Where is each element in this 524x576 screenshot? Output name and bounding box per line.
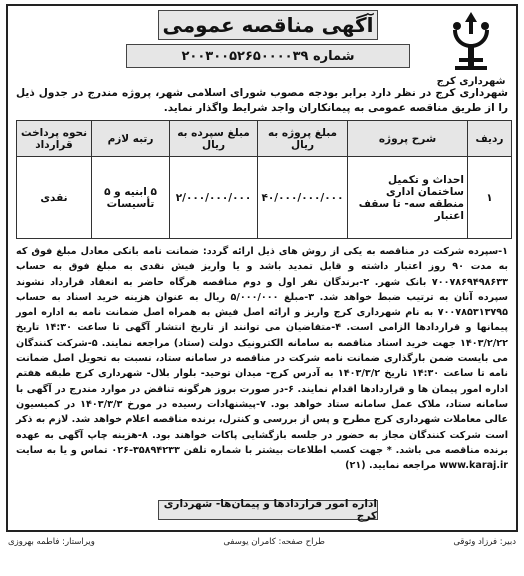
table-header-row [17, 121, 512, 157]
col-deposit-amount: مبلغ سپرده به ریال [170, 121, 258, 157]
cell-description: احداث و تکمیل ساختمان اداری منطقه سه- تا سقف اعتبار [348, 157, 468, 239]
tender-number: شماره ۲۰۰۳۰۰۵۲۶۵۰۰۰۰۳۹ [126, 44, 410, 68]
cell-project-amount: ۴۰/۰۰۰/۰۰۰/۰۰۰ [258, 157, 348, 239]
intro-paragraph: شهرداری کرج در نظر دارد برابر بودجه مصوب شورای اسلامی شهر، پروژه مندرج در جدول ذیل را از طریق مناقصه عمومی به پیمانکاران واجد شرایط واگذار نماید. [16, 87, 508, 114]
logo-label: شهرداری کرج [436, 76, 506, 87]
col-description: شرح پروژه [348, 121, 468, 157]
credit-editor: دبیر: فرزاد وثوقی [453, 537, 516, 547]
ad-footer: اداره امور قراردادها و پیمان‌ها- شهرداری کرج [158, 500, 378, 520]
ad-header [8, 6, 516, 87]
page-credits [8, 537, 516, 547]
credit-designer: طراح صفحه: کامران یوسفی [223, 537, 325, 547]
col-payment-method: نحوه پرداخت قرارداد [17, 121, 92, 157]
project-table [16, 120, 512, 239]
col-row: ردیف [468, 121, 512, 157]
tender-advertisement [6, 4, 518, 532]
cell-payment-method: نقدی [17, 157, 92, 239]
ad-title: آگهی مناقصه عمومی [158, 10, 378, 40]
karaj-emblem-icon [443, 8, 499, 74]
col-required-rank: رتبه لازم [92, 121, 170, 157]
credit-copyeditor: ویراستار: فاطمه بهروزی [8, 537, 95, 547]
cell-row: ۱ [468, 157, 512, 239]
conditions-paragraph: ۱-سپرده شرکت در مناقصه به یکی از روش های ذیل ارائه گردد: ضمانت نامه بانکی معادل مبلغ فوق که به مدت ۹۰ روز اعتبار داشته و قابل تمدید باشد و یا واریز فیش نقدی به مبلغ فوق به حساب ۷۰۰۷۸۶۹۴۹۸۶۳۳ بانک شهر. ۲-برندگان نفر اول و دوم مناقصه هرگاه حاضر به انعقاد قرارداد نشوند سپرده آنان به ترتیب ضبط خواهد شد. ۳-مبلغ ۵/۰۰۰/۰۰۰ ریال به عنوان هزینه خرید اسناد به حساب ۷۰۰۷۸۵۳۱۳۷۹۵ به نام شهرداری کرج واریز و ارائه اصل فیش به همراه اصل ضمانت نامه به اداره امور پیمانها و قراردادها الزامی است. ۴-متقاضیان می توانند از تاریخ انتشار آگهی تا ساعت ۱۴:۳۰ تاریخ ۱۴۰۳/۲/۲۲ جهت خرید اسناد مناقصه به سامانه الکترونیک دولت (ستاد) مراجعه نمایند. ۵-شرکت کنندگان می بایست ضمن بارگذاری ضمانت نامه شرکت در مناقصه در سامانه ستاد، نسبت به تحویل اصل ضمانت نامه تا ساعت ۱۴:۳۰ تاریخ ۱۴۰۳/۳/۲ به آدرس کرج- میدان توحید- بلوار بلال- شهرداری کرج طبقه هفتم اداره امور پیمان ها و قراردادها اقدام نمایند. ۶-در صورت بروز هرگونه تناقض در موارد مندرج در آگهی با سامانه ستاد، ملاک عمل سامانه ستاد خواهد بود. ۷-پیشنهادات رسیده در مورخ ۱۴۰۳/۳/۳ در کمیسیون عالی معاملات شهرداری کرج مطرح و پس از بررسی و کنترل، برنده مناقصه اعلام خواهد شد. لازم به ذکر است شرکت کنندگان مجاز به حضور در جلسه بازگشایی پاکات خواهند بود. ۸-هزینه چاپ آگهی به عهده برنده مناقصه می باشد. * جهت کسب اطلاعات بیشتر با شماره تلفن ۳۵۸۹۴۲۳۳-۰۲۶ تماس و یا به سایت www.karaj.ir مراجعه نمایید. (۲۱) [16, 246, 509, 472]
col-project-amount: مبلغ پروژه به ریال [258, 121, 348, 157]
table-row [17, 157, 512, 239]
cell-required-rank: ۵ ابنیه و ۵ تأسیسات [92, 157, 170, 239]
cell-deposit-amount: ۲/۰۰۰/۰۰۰/۰۰۰ [170, 157, 258, 239]
